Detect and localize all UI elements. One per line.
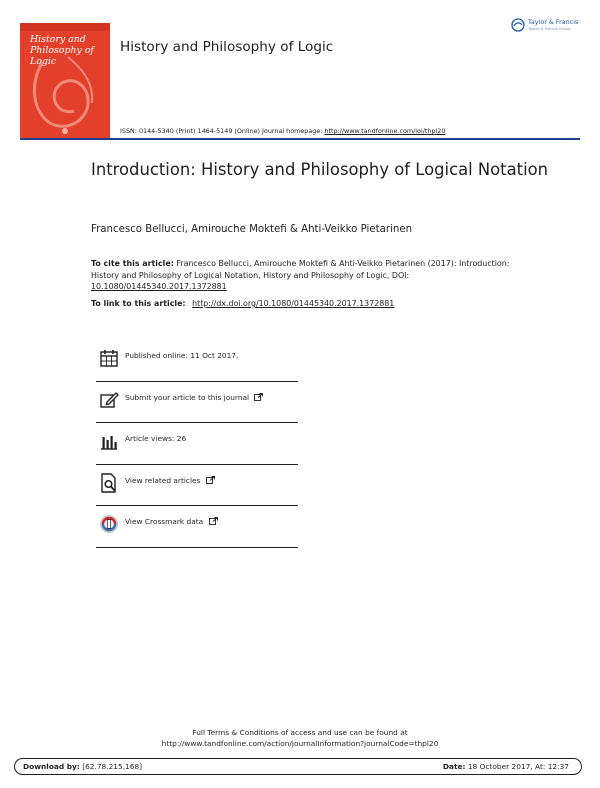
citation-text: Francesco Bellucci, Amirouche Moktefi & Ahti-Veikko Pietarinen (2017): Introduction: History and Philosophy of Logical Notation, History and Philosophy of Logic, DOI: xyxy=(91,259,510,280)
journal-homepage-link[interactable]: http://www.tandfonline.com/loi/thpl20 xyxy=(324,127,446,135)
publisher-logo-name: Taylor & Francis xyxy=(528,18,579,26)
cover-title-line: History and xyxy=(30,34,86,45)
terms-line: Full Terms & Conditions of access and use can be found at xyxy=(192,728,408,737)
info-item-submit[interactable] xyxy=(96,382,298,424)
info-item-label: View Crossmark data xyxy=(125,517,204,526)
publisher-logo-subline: Taylor & Francis Group xyxy=(528,26,571,31)
info-item-label: Published online: 11 Oct 2017. xyxy=(125,351,239,360)
citation-block xyxy=(91,258,511,293)
info-item-crossmark[interactable] xyxy=(96,506,298,548)
document-search-icon xyxy=(99,473,119,493)
downloaded-by-value: [62.78.215.168] xyxy=(82,762,143,771)
publisher-logo[interactable] xyxy=(510,16,586,38)
citation-doi-link[interactable]: 10.1080/01445340.2017.1372881 xyxy=(91,282,227,291)
downloaded-by xyxy=(23,762,142,771)
terms-url[interactable]: http://www.tandfonline.com/action/journalInformation?journalCode=thpl20 xyxy=(161,739,439,748)
article-title: Introduction: History and Philosophy of Logical Notation xyxy=(91,160,549,179)
article-info-list xyxy=(96,340,298,548)
download-date-value: 18 October 2017, At: 12:37 xyxy=(467,762,569,771)
article-link-label: To link to this article: xyxy=(91,299,186,308)
header-divider xyxy=(20,138,580,140)
publisher-logo-icon xyxy=(511,18,525,32)
info-item-views xyxy=(96,423,298,465)
external-link-icon xyxy=(206,476,215,484)
cover-title-line: Logic xyxy=(30,56,57,67)
info-item-published xyxy=(96,340,298,382)
download-info-bar xyxy=(14,758,582,775)
info-item-related[interactable] xyxy=(96,465,298,507)
journal-cover-image xyxy=(20,23,110,139)
cover-title-line: Philosophy of xyxy=(30,45,94,56)
cover-title xyxy=(30,34,104,67)
article-link-line xyxy=(91,299,394,308)
downloaded-by-label: Download by: xyxy=(23,762,80,771)
download-date xyxy=(443,762,569,771)
info-item-label: View related articles xyxy=(125,475,201,485)
calendar-icon xyxy=(99,348,119,368)
external-link-icon xyxy=(209,517,218,525)
info-item-link[interactable] xyxy=(125,476,215,485)
article-authors: Francesco Bellucci, Amirouche Moktefi & Ahti-Veikko Pietarinen xyxy=(91,224,413,235)
crossmark-icon xyxy=(99,514,119,534)
terms-notice xyxy=(100,727,500,749)
info-item-link[interactable] xyxy=(125,517,218,526)
edit-icon xyxy=(99,390,119,410)
info-item-link[interactable] xyxy=(125,393,263,402)
journal-title[interactable]: History and Philosophy of Logic xyxy=(120,39,334,55)
external-link-icon xyxy=(254,393,263,401)
issn-text: ISSN: 0144-5340 (Print) 1464-5149 (Online) Journal homepage: xyxy=(120,127,323,135)
bar-chart-icon xyxy=(99,431,119,451)
info-item-label: Article views: 26 xyxy=(125,434,187,443)
download-date-label: Date: xyxy=(442,762,466,771)
article-doi-url[interactable]: http://dx.doi.org/10.1080/01445340.2017.1372881 xyxy=(192,299,395,308)
issn-line xyxy=(120,127,445,135)
citation-label: To cite this article: xyxy=(91,259,174,268)
info-item-label: Submit your article to this journal xyxy=(125,392,250,402)
